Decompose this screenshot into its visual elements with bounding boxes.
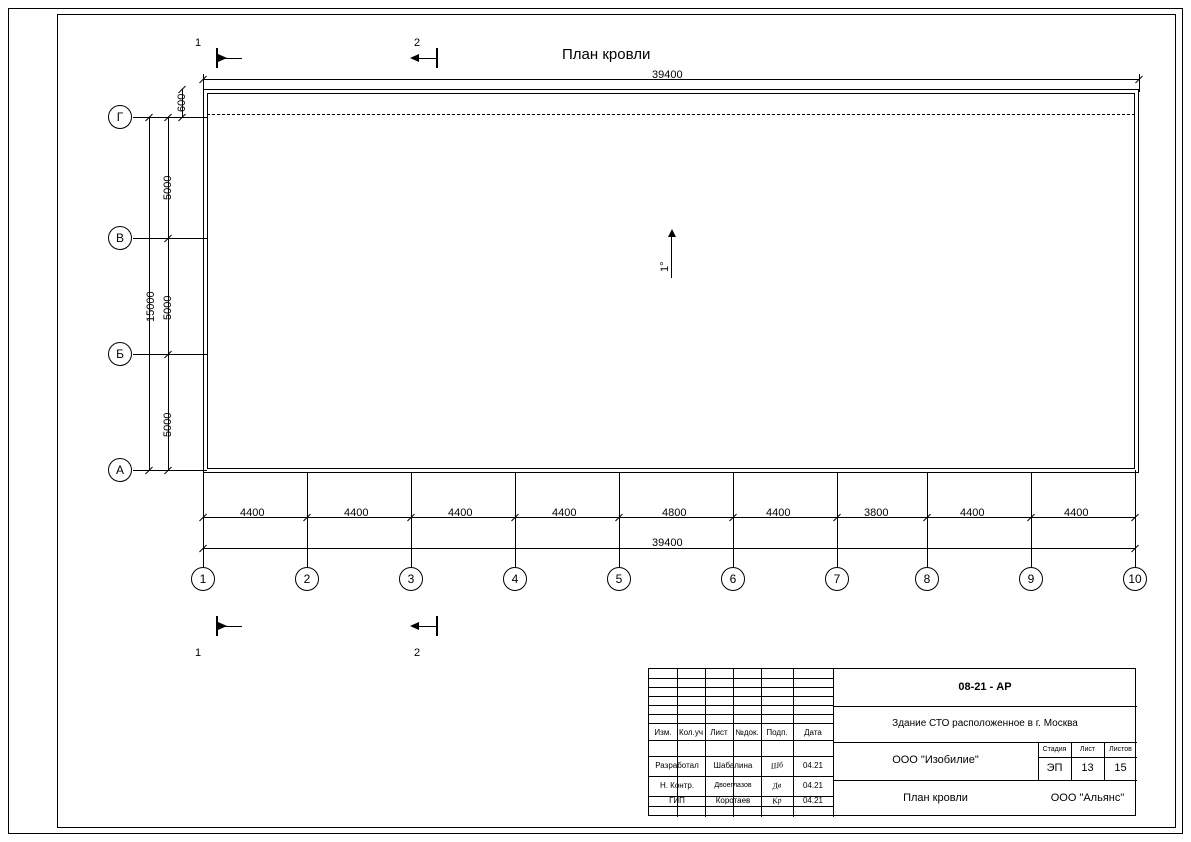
axis-line-b xyxy=(133,354,207,355)
page-title: План кровли xyxy=(562,46,651,63)
axis-bubble-a-label: А xyxy=(115,463,124,477)
vertical-dim-2: 5000 xyxy=(162,295,174,320)
slope-arrow-icon xyxy=(671,236,672,278)
roof-ridge-line xyxy=(207,114,1135,115)
section-mark-1-bottom-label: 1 xyxy=(195,647,202,659)
axis-bubble-2 xyxy=(295,567,319,591)
stamp-role-1-date: 04.21 xyxy=(802,780,824,790)
axis-bubble-6 xyxy=(721,567,745,591)
stamp-sheet-number: 13 xyxy=(1081,761,1094,774)
stamp-rule xyxy=(649,678,833,679)
slope-label: 1° xyxy=(659,261,671,272)
axis-line-v xyxy=(133,238,207,239)
column-ext-10 xyxy=(1135,470,1136,567)
stamp-role-2-date: 04.21 xyxy=(802,796,824,805)
stamp-role-2: ГИП xyxy=(669,796,685,805)
stamp-header-data: Дата xyxy=(804,727,822,737)
axis-bubble-4 xyxy=(503,567,527,591)
stamp-role-2-signature: Кр xyxy=(771,795,783,806)
axis-bubble-3 xyxy=(399,567,423,591)
section-mark-2-top-label: 2 xyxy=(414,37,421,49)
bottom-dim-7: 3800 xyxy=(864,507,889,519)
axis-bubble-7-label: 7 xyxy=(833,572,841,586)
stamp-stage-value: ЭП xyxy=(1046,761,1063,774)
stamp-role-0-name: Шабалина xyxy=(713,760,753,770)
column-ext-5 xyxy=(619,473,620,567)
dim-ext-line xyxy=(1139,74,1140,92)
bottom-dim-3: 4400 xyxy=(448,507,473,519)
stamp-rule xyxy=(649,740,833,741)
stamp-project-code: 08-21 - АР xyxy=(958,680,1012,693)
stamp-header-list: Лист xyxy=(710,727,728,737)
vertical-overall-dimension: 15000 xyxy=(145,291,157,322)
stamp-sheet-total: 15 xyxy=(1114,761,1127,774)
axis-bubble-4-label: 4 xyxy=(511,572,519,586)
stamp-rule xyxy=(649,696,833,697)
axis-line-a xyxy=(133,470,207,471)
section-mark-2-bottom-label: 2 xyxy=(414,647,421,659)
stamp-sheet-name: План кровли xyxy=(903,791,968,804)
axis-line-g xyxy=(133,117,207,118)
column-ext-3 xyxy=(411,473,412,567)
axis-bubble-8-label: 8 xyxy=(923,572,931,586)
axis-bubble-1-label: 1 xyxy=(199,572,207,586)
stamp-role-0-signature: Шб xyxy=(770,759,784,771)
axis-bubble-g-label: Г xyxy=(116,110,124,124)
stamp-role-0: Разработал xyxy=(655,760,699,770)
stamp-rule xyxy=(649,714,833,715)
top-overall-dimension: 39400 xyxy=(652,69,683,81)
axis-bubble-10 xyxy=(1123,567,1147,591)
stamp-header-list2: Лист xyxy=(1079,745,1096,753)
bottom-dim-5: 4800 xyxy=(662,507,687,519)
stamp-rule xyxy=(649,806,833,807)
dim-ext-line xyxy=(203,74,204,92)
bottom-dim-4: 4400 xyxy=(552,507,577,519)
stamp-header-ndok: №док. xyxy=(735,727,759,737)
stamp-object-name: Здание СТО расположенное в г. Москва xyxy=(892,717,1078,729)
title-block xyxy=(648,668,1136,816)
column-ext-2 xyxy=(307,473,308,567)
axis-bubble-b xyxy=(108,342,132,366)
stamp-rule xyxy=(649,723,833,724)
stamp-company-right: ООО "Альянс" xyxy=(1050,791,1125,804)
axis-bubble-3-label: 3 xyxy=(407,572,415,586)
axis-bubble-10-label: 10 xyxy=(1128,572,1142,586)
stamp-role-0-date: 04.21 xyxy=(802,760,824,770)
axis-bubble-5-label: 5 xyxy=(615,572,623,586)
axis-bubble-v-label: В xyxy=(115,231,124,245)
stamp-header-izm: Изм. xyxy=(654,727,672,737)
section-mark-1-top-label: 1 xyxy=(195,37,202,49)
roof-outline-inner xyxy=(207,93,1135,469)
stamp-header-listov: Листов xyxy=(1109,745,1132,753)
stamp-role-1-name: Двоеглазов xyxy=(714,782,752,790)
bottom-dim-8: 4400 xyxy=(960,507,985,519)
column-ext-9 xyxy=(1031,473,1032,567)
axis-bubble-9 xyxy=(1019,567,1043,591)
axis-bubble-8 xyxy=(915,567,939,591)
bottom-dim-6: 4400 xyxy=(766,507,791,519)
axis-bubble-g xyxy=(108,105,132,129)
bottom-dim-2: 4400 xyxy=(344,507,369,519)
axis-bubble-b-label: Б xyxy=(116,347,124,361)
stamp-rule xyxy=(649,687,833,688)
stamp-role-1: Н. Контр. xyxy=(659,780,695,790)
axis-bubble-7 xyxy=(825,567,849,591)
axis-bubble-9-label: 9 xyxy=(1027,572,1035,586)
column-ext-8 xyxy=(927,473,928,567)
stamp-header-podp: Подп. xyxy=(766,727,788,737)
axis-bubble-5 xyxy=(607,567,631,591)
bottom-overall-dimension: 39400 xyxy=(652,537,683,549)
stamp-header-stadia: Стадия xyxy=(1042,745,1067,753)
stamp-rule xyxy=(649,705,833,706)
stamp-role-2-name: Коротаев xyxy=(715,796,751,805)
axis-bubble-2-label: 2 xyxy=(303,572,311,586)
bottom-dim-1: 4400 xyxy=(240,507,265,519)
eave-dimension: 600 xyxy=(176,93,188,112)
column-ext-6 xyxy=(733,473,734,567)
vertical-dim-1: 5000 xyxy=(162,175,174,200)
stamp-role-1-signature: Дв xyxy=(772,780,782,791)
axis-bubble-v xyxy=(108,226,132,250)
stamp-company-left: ООО "Изобилие" xyxy=(892,754,979,767)
bottom-dim-9: 4400 xyxy=(1064,507,1089,519)
stamp-header-koluch: Кол.уч xyxy=(679,727,703,737)
axis-bubble-1 xyxy=(191,567,215,591)
column-ext-4 xyxy=(515,473,516,567)
axis-bubble-a xyxy=(108,458,132,482)
column-ext-7 xyxy=(837,473,838,567)
axis-bubble-6-label: 6 xyxy=(729,572,737,586)
vertical-dim-3: 5000 xyxy=(162,412,174,437)
column-ext-1 xyxy=(203,470,204,567)
